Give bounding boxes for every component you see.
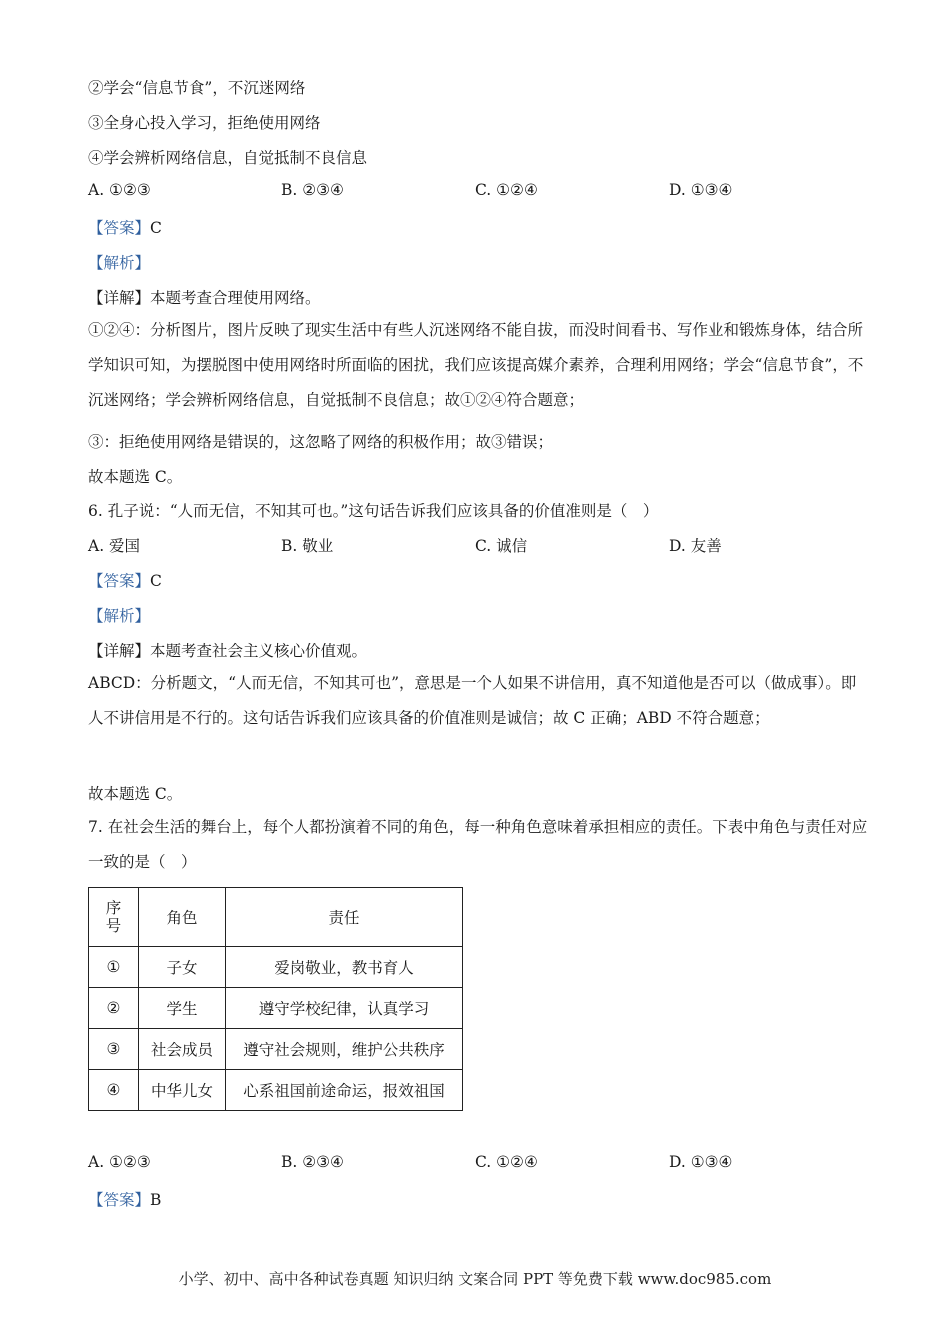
q5-explanation-para-1: ①②④：分析图片，图片反映了现实生活中有些人沉迷网络不能自拔，而没时间看书、写作业和锻炼身体，结合所学知识可知，为摆脱图中使用网络时所面临的困扰，我们应该提高媒介素养，合理利用网络；学会“信息节食”，不沉迷网络；学会辨析网络信息，自觉抵制不良信息；故①②④符合题意； xyxy=(88,321,864,409)
row-number: ③ xyxy=(89,1029,139,1070)
q5-option-2: ②学会“信息节食”，不沉迷网络 xyxy=(88,79,306,97)
q7-stem: 7. 在社会生活的舞台上，每个人都扮演着不同的角色，每一种角色意味着承担相应的责任。下表中角色与责任对应一致的是（ ） xyxy=(88,818,868,871)
page-footer: 小学、初中、高中各种试卷真题 知识归纳 文案合同 PPT 等免费下载 www.doc985.com xyxy=(178,1270,772,1288)
q6-analysis-heading xyxy=(88,604,150,626)
q7-choice-a: A. ①②③ xyxy=(88,1153,151,1171)
q6-conclusion: 故本题选 C。 xyxy=(88,785,183,803)
q6-choice-a: A. 爱国 xyxy=(88,537,141,555)
row-number: ① xyxy=(89,947,139,988)
row-responsibility: 遵守学校纪律，认真学习 xyxy=(226,988,463,1029)
answer-value: B xyxy=(150,1191,162,1209)
analysis-tag: 【解析】 xyxy=(88,254,151,272)
detail-tag: 【详解】 xyxy=(88,642,151,660)
q7-choice-b: B. ②③④ xyxy=(281,1153,344,1171)
detail-text: 本题考查社会主义核心价值观。 xyxy=(150,642,368,660)
q6-stem: 6. 孔子说：“人而无信，不知其可也。”这句话告诉我们应该具备的价值准则是（ ） xyxy=(88,502,659,520)
q5-choice-c: C. ①②④ xyxy=(475,181,538,199)
row-role: 中华儿女 xyxy=(139,1070,226,1111)
answer-tag: 【答案】 xyxy=(88,572,151,590)
q6-choices xyxy=(88,534,868,558)
answer-tag: 【答案】 xyxy=(88,1191,151,1209)
q7-choices xyxy=(88,1153,868,1177)
row-responsibility: 遵守社会规则，维护公共秩序 xyxy=(226,1029,463,1070)
row-responsibility: 心系祖国前途命运，报效祖国 xyxy=(226,1070,463,1111)
table-row xyxy=(89,988,463,1029)
q5-explanation-para-2: ③：拒绝使用网络是错误的，这忽略了网络的积极作用；故③错误； xyxy=(88,433,554,451)
answer-tag: 【答案】 xyxy=(88,219,151,237)
row-role: 子女 xyxy=(139,947,226,988)
detail-text: 本题考查合理使用网络。 xyxy=(150,289,321,307)
q5-choice-d: D. ①③④ xyxy=(669,181,733,199)
detail-tag: 【详解】 xyxy=(88,289,151,307)
q7-answer xyxy=(88,1188,161,1210)
q5-choice-a: A. ①②③ xyxy=(88,181,151,199)
q6-choice-c: C. 诚信 xyxy=(475,537,528,555)
q5-option-4: ④学会辨析网络信息，自觉抵制不良信息 xyxy=(88,149,368,167)
q5-option-3: ③全身心投入学习，拒绝使用网络 xyxy=(88,114,321,132)
row-role: 社会成员 xyxy=(139,1029,226,1070)
q7-choice-d: D. ①③④ xyxy=(669,1153,733,1171)
q7-choice-c: C. ①②④ xyxy=(475,1153,538,1171)
q5-detail xyxy=(88,286,321,308)
q6-choice-b: B. 敬业 xyxy=(281,537,334,555)
roles-table xyxy=(88,887,463,1111)
table-row xyxy=(89,1029,463,1070)
analysis-tag: 【解析】 xyxy=(88,607,151,625)
q5-choices xyxy=(88,181,868,205)
answer-value: C xyxy=(150,219,162,237)
table-row xyxy=(89,1070,463,1111)
table-row xyxy=(89,947,463,988)
q5-analysis-heading xyxy=(88,251,150,273)
q6-answer xyxy=(88,569,162,591)
row-responsibility: 爱岗敬业，教书育人 xyxy=(226,947,463,988)
header-responsibility: 责任 xyxy=(226,888,463,947)
q6-detail xyxy=(88,639,367,661)
header-number: 序 号 xyxy=(89,888,139,947)
q5-answer xyxy=(88,216,162,238)
q6-explanation-para: ABCD：分析题文，“人而无信，不知其可也”，意思是一个人如果不讲信用，真不知道他是否可以（做成事）。即人不讲信用是不行的。这句话告诉我们应该具备的价值准则是诚信；故 C 正确；ABD 不符合题意； xyxy=(88,674,857,727)
answer-value: C xyxy=(150,572,162,590)
row-number: ② xyxy=(89,988,139,1029)
q6-choice-d: D. 友善 xyxy=(669,537,722,555)
q5-conclusion: 故本题选 C。 xyxy=(88,468,183,486)
row-number: ④ xyxy=(89,1070,139,1111)
header-role: 角色 xyxy=(139,888,226,947)
table-header-row xyxy=(89,888,463,947)
q5-choice-b: B. ②③④ xyxy=(281,181,344,199)
row-role: 学生 xyxy=(139,988,226,1029)
